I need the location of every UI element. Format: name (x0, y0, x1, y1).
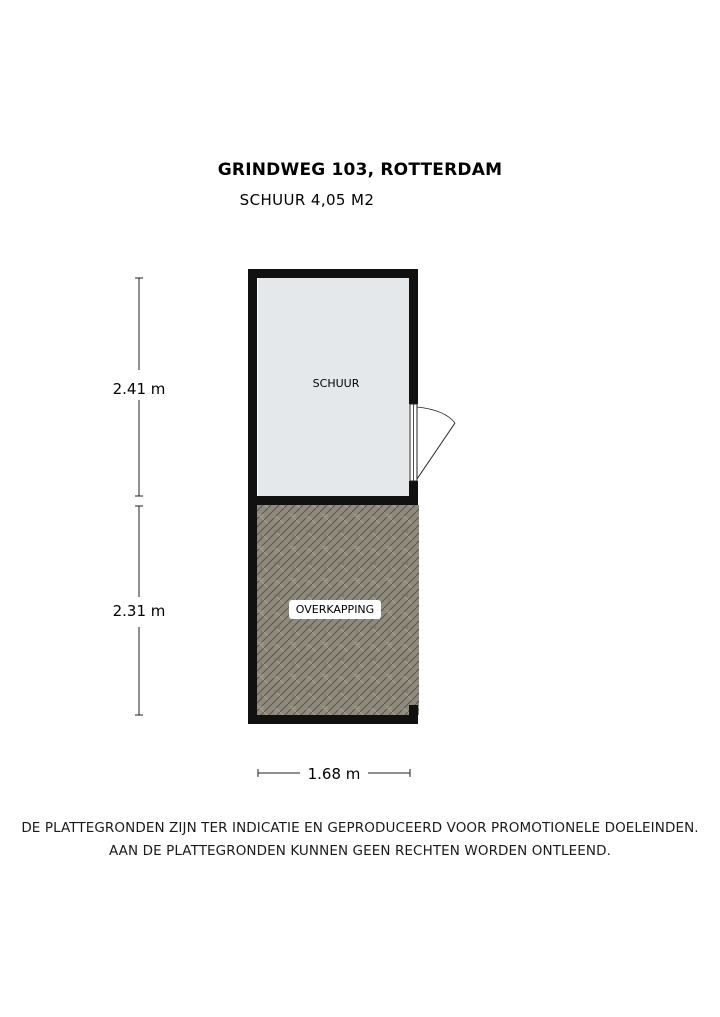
plan-subtitle: SCHUUR 4,05 M2 (239, 191, 375, 209)
disclaimer-line-1: DE PLATTEGRONDEN ZIJN TER INDICATIE EN GEPRODUCEERD VOOR PROMOTIONELE DOELEINDEN. (21, 820, 699, 836)
room-label-overkapping: OVERKAPPING (295, 603, 375, 616)
dimension-label-width: 1.68 m (307, 765, 361, 783)
disclaimer-line-2: AAN DE PLATTEGRONDEN KUNNEN GEEN RECHTEN WORDEN ONTLEEND. (108, 843, 612, 859)
dimension-label-lower: 2.31 m (112, 602, 166, 620)
plan-title: GRINDWEG 103, ROTTERDAM (217, 160, 503, 180)
room-label-schuur: SCHUUR (312, 377, 360, 390)
dimension-label-upper: 2.41 m (112, 380, 166, 398)
door (410, 404, 455, 481)
